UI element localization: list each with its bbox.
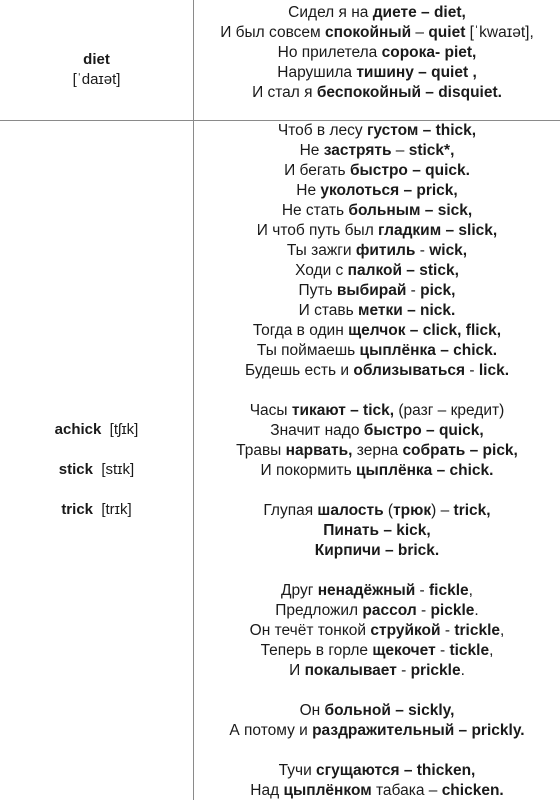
headword: achick bbox=[54, 421, 102, 438]
poem-line bbox=[194, 521, 560, 541]
bold-term: quiet bbox=[428, 24, 466, 41]
poem-line: Над цыплёнком табака – chicken. bbox=[250, 782, 504, 799]
bold-term: спокойный bbox=[324, 24, 412, 41]
poem-line: И покалывает - prickle. bbox=[289, 662, 465, 679]
poem-line: И стал я беспокойный – disquiet. bbox=[252, 84, 502, 101]
poem-line: И чтоб путь был гладким – slick, bbox=[256, 222, 498, 239]
poem-line: Но прилетела сорока- piet, bbox=[277, 44, 477, 61]
bold-term: щелчок – click, flick, bbox=[348, 322, 502, 339]
bold-term: покалывает bbox=[304, 662, 397, 679]
bold-term: тишину – quiet , bbox=[356, 64, 477, 81]
stanza-gap bbox=[194, 741, 560, 761]
poem-line: Часы тикают – tick, (разг – кредит) bbox=[249, 402, 505, 419]
bold-term: беспокойный – disquiet. bbox=[316, 84, 502, 101]
bold-term: струйкой bbox=[370, 622, 441, 639]
poem-line: Травы нарвать, зерна собрать – pick, bbox=[236, 442, 518, 459]
bold-term: диете – diet, bbox=[372, 4, 466, 21]
transcription: [trɪk] bbox=[93, 501, 132, 518]
stanza-gap bbox=[194, 561, 560, 581]
bold-term: цыплёнка – chick. bbox=[355, 462, 494, 479]
headword-entry bbox=[0, 500, 193, 540]
poem-line: Нарушила тишину – quiet , bbox=[277, 64, 477, 81]
poem-line: Значит надо быстро – quick, bbox=[270, 422, 484, 439]
poem-line: Он больной – sickly, bbox=[299, 702, 455, 719]
headword-entry bbox=[0, 460, 193, 500]
bold-term: trick, bbox=[453, 502, 491, 519]
bold-term: быстро – quick. bbox=[349, 162, 470, 179]
stanza-gap bbox=[194, 481, 560, 501]
poem-line: И покормить цыплёнка – chick. bbox=[260, 462, 494, 479]
bold-term: stick*, bbox=[408, 142, 455, 159]
bold-term: раздражительный – prickly. bbox=[312, 722, 525, 739]
bold-term: wick, bbox=[429, 242, 468, 259]
bold-term: гладким – slick, bbox=[378, 222, 498, 239]
bold-term: трюк bbox=[393, 502, 432, 519]
bold-term: метки – nick. bbox=[358, 302, 456, 319]
bold-term: выбирай bbox=[336, 282, 407, 299]
bold-term: уколоться – prick, bbox=[320, 182, 458, 199]
poem-line: Не застрять – stick*, bbox=[299, 142, 455, 159]
stanza-gap bbox=[194, 381, 560, 401]
poem-line: Не стать больным – sick, bbox=[281, 202, 473, 219]
poem-line: И был совсем спокойный – quiet [ˈkwaɪət], bbox=[220, 24, 534, 41]
headword: diet bbox=[83, 51, 110, 68]
bold-term: тикают – tick, bbox=[291, 402, 395, 419]
bold-term: застрять bbox=[323, 142, 392, 159]
bold-term: фитиль bbox=[355, 242, 416, 259]
bold-term: собрать – pick, bbox=[402, 442, 518, 459]
bold-term: fickle bbox=[429, 582, 469, 599]
poem-line: И бегать быстро – quick. bbox=[284, 162, 470, 179]
poem-line: Ходи с палкой – stick, bbox=[295, 262, 459, 279]
bold-term: chicken. bbox=[441, 782, 504, 799]
poem-line: И ставь метки – nick. bbox=[298, 302, 456, 319]
word-cell-diet bbox=[0, 50, 193, 90]
bold-term: палкой – stick, bbox=[347, 262, 459, 279]
bold-term: облизываться bbox=[353, 362, 466, 379]
word-cell-chick-stick-trick bbox=[0, 420, 193, 540]
bold-term: сгущаются – thicken, bbox=[316, 762, 476, 779]
poem-line: Путь выбирай - pick, bbox=[298, 282, 456, 299]
bold-term: цыплёнка – chick. bbox=[359, 342, 498, 359]
bold-term: lick. bbox=[478, 362, 510, 379]
bold-term: шалость bbox=[317, 502, 384, 519]
bold-term: быстро – quick, bbox=[363, 422, 484, 439]
headword: stick bbox=[58, 461, 93, 478]
stanza-gap bbox=[194, 681, 560, 701]
poem-line: Друг ненадёжный - fickle, bbox=[281, 582, 473, 599]
poem-line: Ты поймаешь цыплёнка – chick. bbox=[256, 342, 498, 359]
poem-diet bbox=[194, 3, 560, 103]
poem-line: Теперь в горле щекочет - tickle, bbox=[260, 642, 494, 659]
bold-term: pick, bbox=[420, 282, 456, 299]
poem-line: Он течёт тонкой струйкой - trickle, bbox=[249, 622, 505, 639]
bold-term: больной – sickly, bbox=[324, 702, 455, 719]
bold-term: prickle bbox=[410, 662, 461, 679]
poem-line: Ты зажги фитиль - wick, bbox=[286, 242, 468, 259]
bold-term: нарвать, bbox=[285, 442, 353, 459]
headword-entry bbox=[0, 420, 193, 460]
bold-term: щекочет bbox=[372, 642, 436, 659]
poem-line: Будешь есть и облизываться - lick. bbox=[244, 362, 510, 379]
bold-term: ненадёжный bbox=[317, 582, 416, 599]
bold-term: Пинать – kick, bbox=[323, 522, 431, 539]
poem-chick bbox=[194, 121, 560, 801]
bold-term: сорока- piet, bbox=[381, 44, 477, 61]
poem-line: Не уколоться – prick, bbox=[296, 182, 458, 199]
poem-line: А потому и раздражительный – prickly. bbox=[229, 722, 525, 739]
bold-term: рассол bbox=[362, 602, 417, 619]
poem-line: Чтоб в лесу густом – thick, bbox=[277, 122, 477, 139]
transcription: [ˈdaɪət] bbox=[72, 71, 121, 88]
bold-term: цыплёнком bbox=[283, 782, 372, 799]
headword: trick bbox=[61, 501, 93, 518]
transcription: [stɪk] bbox=[93, 461, 135, 478]
poem-line: Тучи сгущаются – thicken, bbox=[278, 762, 476, 779]
poem-line: Глупая шалость (трюк) – trick, bbox=[263, 502, 491, 519]
poem-line: Сидел я на диете – diet, bbox=[288, 4, 466, 21]
bold-term: pickle bbox=[430, 602, 475, 619]
bold-term: густом – thick, bbox=[366, 122, 477, 139]
transcription: [tʃɪk] bbox=[101, 421, 139, 438]
bold-term: trickle bbox=[454, 622, 501, 639]
poem-line bbox=[194, 541, 560, 561]
poem-line: Предложил рассол - pickle. bbox=[275, 602, 479, 619]
bold-term: tickle bbox=[449, 642, 490, 659]
poem-line: Тогда в один щелчок – click, flick, bbox=[252, 322, 502, 339]
bold-term: Кирпичи – brick. bbox=[314, 542, 440, 559]
bold-term: больным – sick, bbox=[348, 202, 473, 219]
